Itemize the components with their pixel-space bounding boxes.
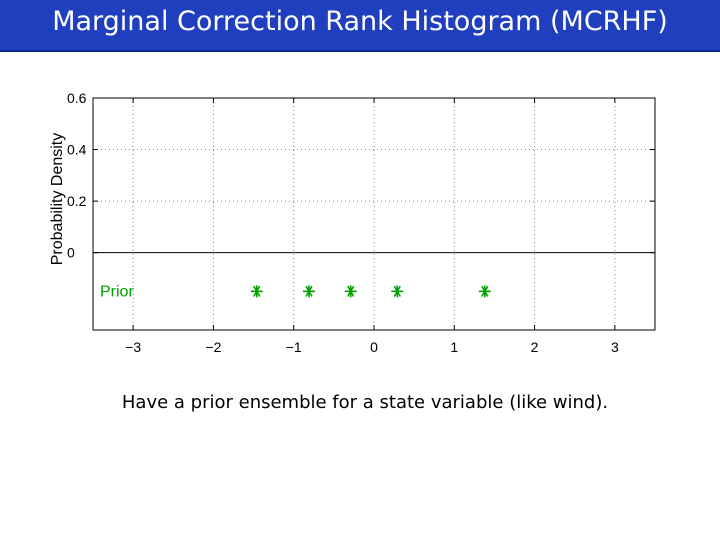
x-tick-label: 0 bbox=[370, 339, 378, 355]
x-tick-label: 3 bbox=[610, 339, 619, 355]
prior-point bbox=[345, 285, 357, 297]
y-tick-label: 0 bbox=[67, 244, 75, 261]
y-tick-label: 0.6 bbox=[67, 90, 87, 106]
slide-caption: Have a prior ensemble for a state variable (like wind). bbox=[121, 392, 609, 413]
y-tick-label: 0.4 bbox=[67, 141, 87, 158]
prior-point bbox=[303, 285, 315, 297]
title-bar bbox=[0, 0, 720, 52]
x-tick-label: −2 bbox=[205, 339, 222, 355]
slide-title: Marginal Correction Rank Histogram (MCRHF) bbox=[52, 6, 668, 37]
prior-point bbox=[479, 285, 491, 297]
prior-point bbox=[251, 285, 263, 297]
y-axis-label: Probability Density bbox=[49, 132, 66, 266]
chart bbox=[0, 60, 720, 370]
series-label-prior: Prior bbox=[100, 283, 134, 301]
x-tick-label: −3 bbox=[125, 339, 142, 355]
x-tick-label: 1 bbox=[450, 339, 459, 355]
prior-point bbox=[391, 285, 403, 297]
x-tick-label: −1 bbox=[285, 339, 302, 355]
y-tick-label: 0.2 bbox=[67, 193, 87, 210]
x-tick-label: 2 bbox=[530, 339, 539, 355]
